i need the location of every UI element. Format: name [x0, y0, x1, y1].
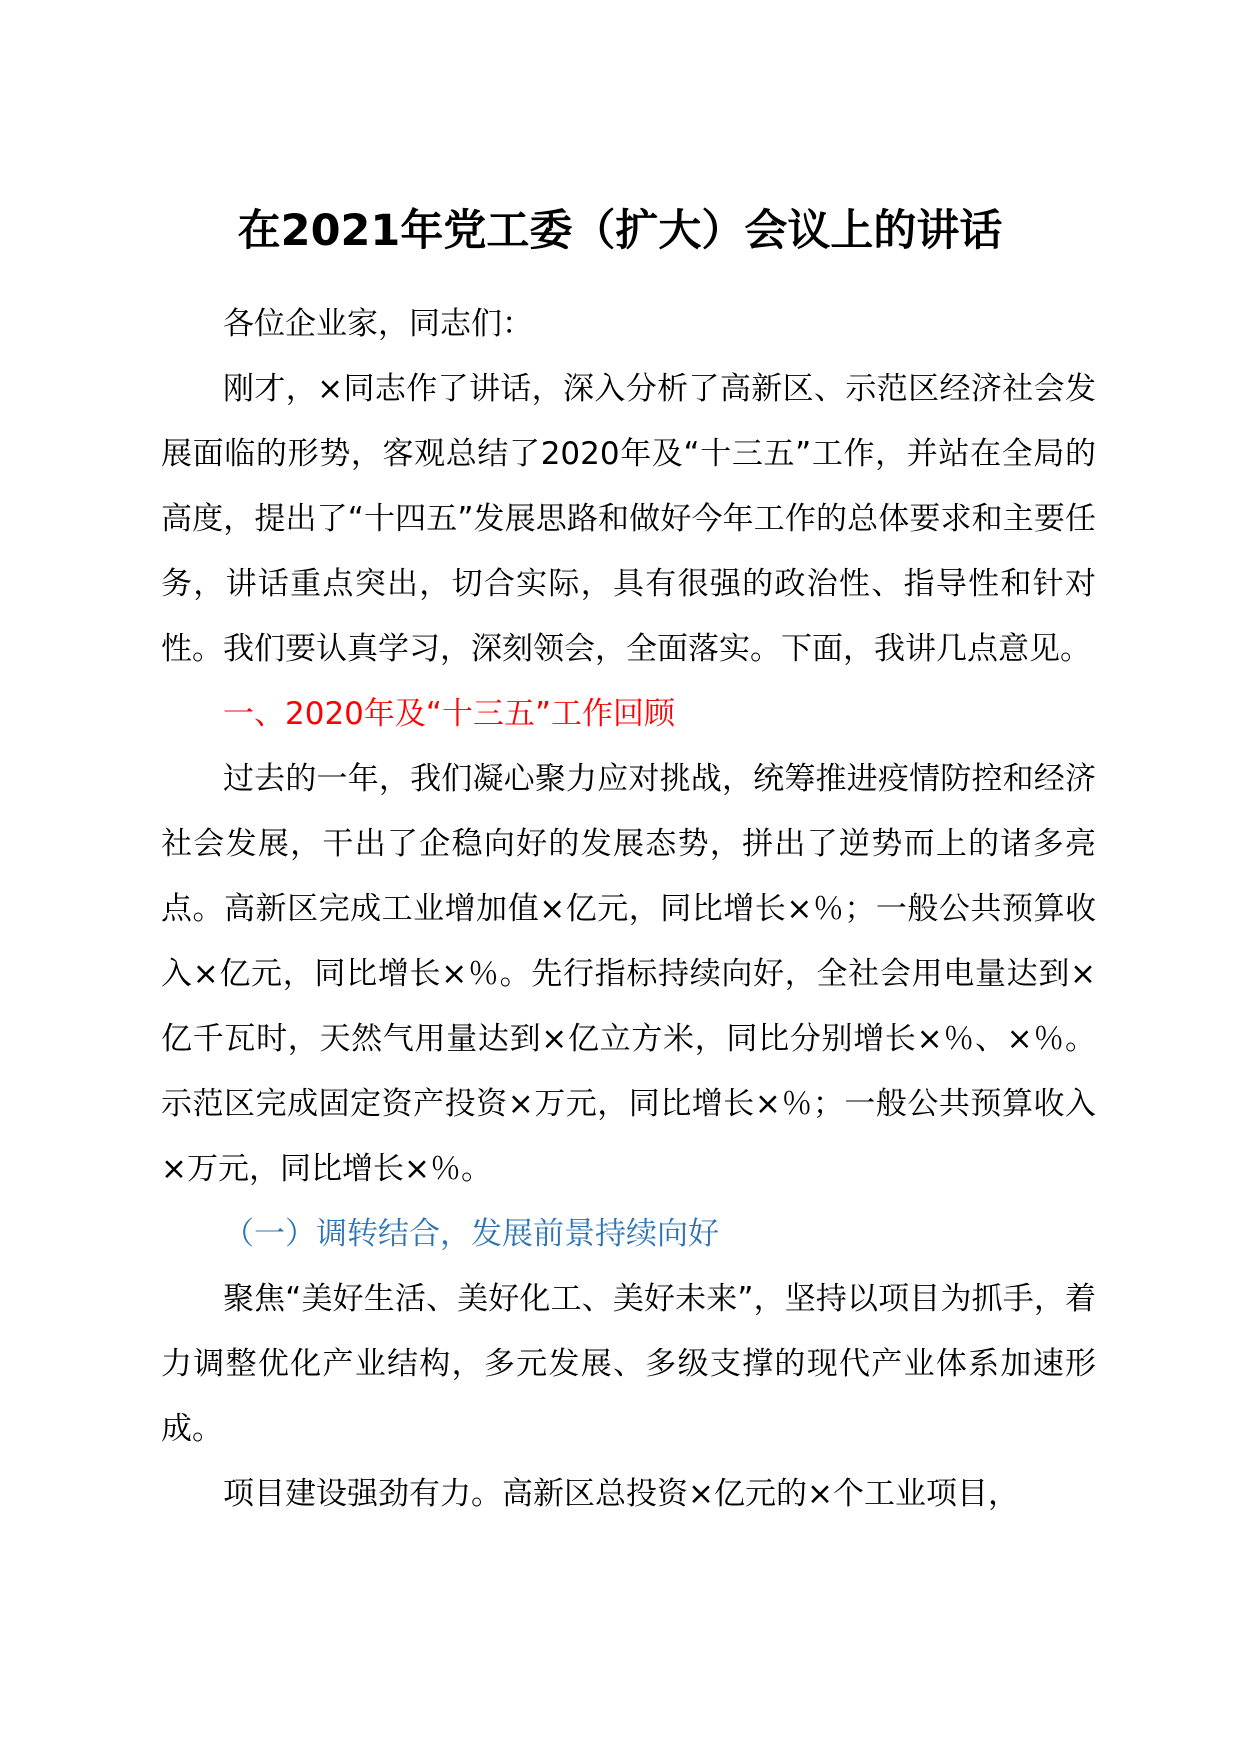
subsection-paragraph: 聚焦“美好生活、美好化工、美好未来”，坚持以项目为抓手，着力调整优化产业结构，多元发展、多级支撑的现代产业体系加速形成。 — [161, 1281, 1096, 1447]
document-title: 在2021年党工委（扩大）会议上的讲话 — [237, 206, 1003, 256]
section-paragraph: 过去的一年，我们凝心聚力应对挑战，统筹推进疫情防控和经济社会发展，干出了企稳向好的发展态势，拼出了逆势而上的诸多亮点。高新区完成工业增加值×亿元，同比增长×％；一般公共预算收入×亿元，同比增长×％。先行指标持续向好，全社会用电量达到×亿千瓦时，天然气用量达到×亿立方米，同比分别增长×％、×％。示范区完成固定资产投资×万元，同比增长×％；一般公共预算收入×万元，同比增长×％。 — [161, 761, 1096, 1187]
section-heading: 一、2020年及“十三五”工作回顾 — [223, 696, 676, 732]
salutation: 各位企业家，同志们： — [223, 306, 533, 342]
projects-paragraph: 项目建设强劲有力。高新区总投资×亿元的×个工业项目， — [223, 1476, 1019, 1512]
document-body — [161, 292, 1096, 1527]
subsection-heading: （一）调转结合，发展前景持续向好 — [223, 1216, 719, 1252]
intro-paragraph: 刚才，×同志作了讲话，深入分析了高新区、示范区经济社会发展面临的形势，客观总结了2020年及“十三五”工作，并站在全局的高度，提出了“十四五”发展思路和做好今年工作的总体要求和主要任务，讲话重点突出，切合实际，具有很强的政治性、指导性和针对性。我们要认真学习，深刻领会，全面落实。下面，我讲几点意见。 — [161, 371, 1096, 667]
